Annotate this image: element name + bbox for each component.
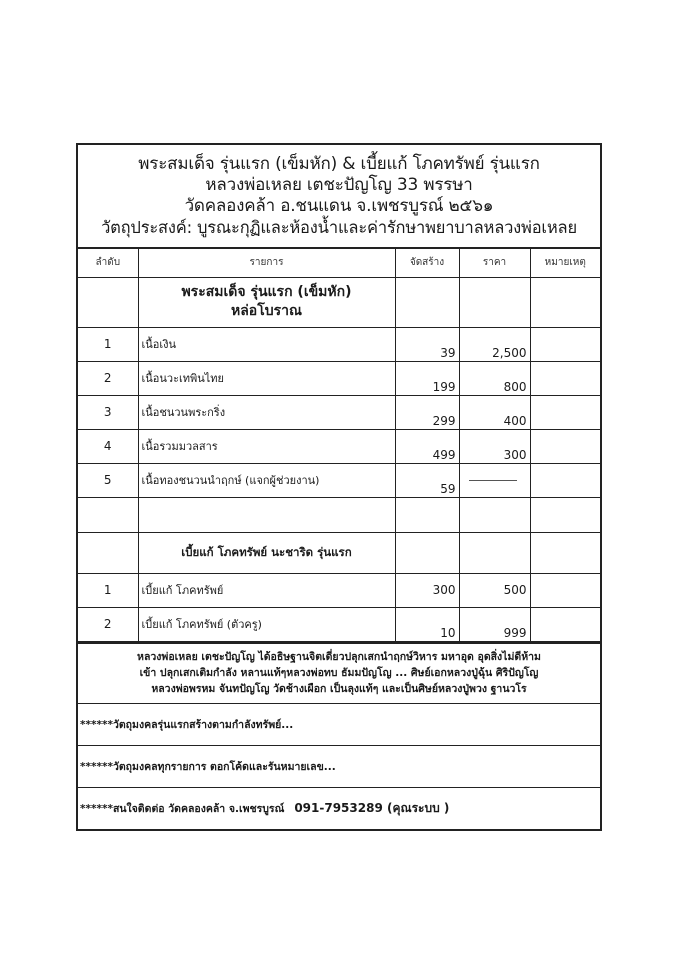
empty-cell: [395, 277, 459, 327]
row-made: 499: [395, 429, 459, 463]
table-row: [78, 327, 600, 361]
section-2-heading-row: [78, 532, 600, 573]
row-note: [530, 463, 600, 497]
empty-cell: [78, 497, 138, 532]
row-made: 39: [395, 327, 459, 361]
empty-cell: [459, 532, 530, 573]
empty-cell: [530, 532, 600, 573]
row-item: เนื้อชนวนพระกริ่ง: [138, 395, 395, 429]
table-row: [78, 607, 600, 641]
row-price: 2,500: [459, 327, 530, 361]
note-contact: [78, 788, 600, 829]
row-no: 5: [78, 463, 138, 497]
empty-cell: [459, 277, 530, 327]
row-note: [530, 429, 600, 463]
empty-cell: [530, 277, 600, 327]
note-budget: ******วัตถุมงคลรุ่นแรกสร้างตามกำลังทรัพย์...: [78, 704, 600, 746]
row-price: 999: [459, 607, 530, 641]
row-note: [530, 361, 600, 395]
row-no: 3: [78, 395, 138, 429]
row-item: เนื้อนวะเทพินไทย: [138, 361, 395, 395]
row-item: เนื้อทองชนวนนำฤกษ์ (แจกผู้ช่วยงาน): [138, 463, 395, 497]
row-note: [530, 395, 600, 429]
empty-cell: [395, 497, 459, 532]
section-1-title-text: พระสมเด็จ รุ่นแรก (เข็มหัก): [181, 284, 352, 300]
row-price: 500: [459, 573, 530, 607]
table-row: [78, 395, 600, 429]
empty-cell: [530, 497, 600, 532]
row-made: 10: [395, 607, 459, 641]
blessing-paragraph: [78, 644, 600, 704]
title-line-2: หลวงพ่อเหลย เตชะปัญโญ 33 พรรษา: [205, 175, 473, 195]
column-header-no: ลำดับ: [78, 249, 138, 277]
row-note: [530, 607, 600, 641]
empty-cell: [78, 277, 138, 327]
column-header-made: จัดสร้าง: [395, 249, 459, 277]
table-row: [78, 573, 600, 607]
row-no: 2: [78, 607, 138, 641]
row-made: 299: [395, 395, 459, 429]
row-note: [530, 327, 600, 361]
amulet-flyer: [76, 143, 602, 831]
contact-phone: 091-7953289 (คุณระบบ ): [294, 800, 450, 815]
column-header-item: รายการ: [138, 249, 395, 277]
row-item: เบี้ยแก้ โภคทรัพย์ (ตัวครู): [138, 607, 395, 641]
note-serial-code: ******วัตถุมงคลทุกรายการ ตอกโค้ดและรันหมายเลข...: [78, 746, 600, 788]
title-line-3: วัดคลองคล้า อ.ชนแดน จ.เพชรบูรณ์ ๒๕๖๑: [184, 196, 494, 216]
price-dash-line: [469, 480, 517, 481]
table-row: [78, 361, 600, 395]
column-header-price: ราคา: [459, 249, 530, 277]
empty-cell: [78, 532, 138, 573]
contact-text: ******สนใจติดต่อ วัดคลองคล้า จ.เพชรบูรณ์: [80, 802, 285, 815]
empty-cell: [138, 497, 395, 532]
section-1-title: [138, 277, 395, 327]
row-item: เนื้อเงิน: [138, 327, 395, 361]
row-note: [530, 573, 600, 607]
section-1-subtitle-text: หล่อโบราณ: [231, 303, 302, 319]
blessing-line-2: เข้า ปลุกเสกเติมกำลัง หลานแท้ๆหลวงพ่อทบ ธัมมปัญโญ ... ศิษย์เอกหลวงปู่ฉุ้น ศิริปัญโญ: [139, 667, 539, 679]
blessing-line-3: หลวงพ่อพรหม จันทปัญโญ วัดช้างเผือก เป็นลุงแท้ๆ และเป็นศิษย์หลวงปู่พวง ฐานวโร: [151, 683, 527, 695]
row-made: 59: [395, 463, 459, 497]
row-made: 199: [395, 361, 459, 395]
empty-cell: [459, 497, 530, 532]
title-block: [78, 145, 600, 249]
notes-section: [78, 642, 600, 829]
section-2-title: เบี้ยแก้ โภคทรัพย์ นะชาริด รุ่นแรก: [138, 532, 395, 573]
title-line-4: วัตถุประสงค์: บูรณะกุฏิและห้องน้ำและค่ารักษาพยาบาลหลวงพ่อเหลย: [101, 218, 577, 237]
row-item: เนื้อรวมมวลสาร: [138, 429, 395, 463]
column-header-note: หมายเหตุ: [530, 249, 600, 277]
row-price: 800: [459, 361, 530, 395]
empty-row: [78, 497, 600, 532]
table-row: [78, 429, 600, 463]
row-no: 1: [78, 327, 138, 361]
row-item: เบี้ยแก้ โภคทรัพย์: [138, 573, 395, 607]
empty-cell: [395, 532, 459, 573]
section-1-heading-row: [78, 277, 600, 327]
row-price: 300: [459, 429, 530, 463]
row-no: 2: [78, 361, 138, 395]
table-row: [78, 463, 600, 497]
row-price: 400: [459, 395, 530, 429]
title-line-1: พระสมเด็จ รุ่นแรก (เข็มหัก) & เบี้ยแก้ โภคทรัพย์ รุ่นแรก: [138, 154, 540, 174]
row-no: 4: [78, 429, 138, 463]
row-no: 1: [78, 573, 138, 607]
table-header-row: [78, 249, 600, 277]
blessing-line-1: หลวงพ่อเหลย เตชะปัญโญ ได้อธิษฐานจิตเดี่ยวปลุกเสกนำฤกษ์วิหาร มหาอุด อุดสิ่งไม่ดีห้าม: [137, 651, 541, 663]
amulet-table: [78, 249, 600, 642]
row-price-dash: [459, 463, 530, 497]
row-made: 300: [395, 573, 459, 607]
